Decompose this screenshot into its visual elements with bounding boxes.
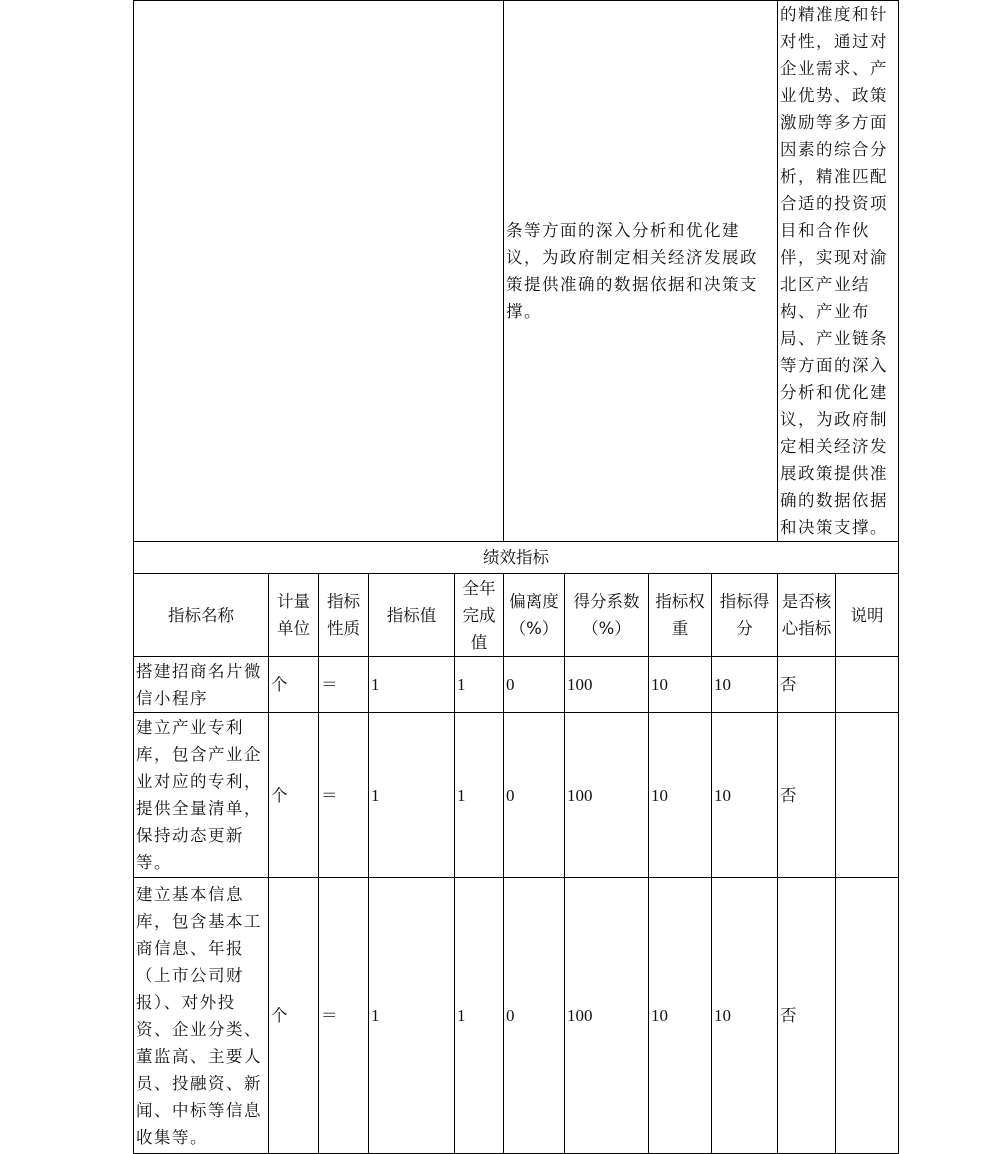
row-score: 10 [712, 878, 778, 1154]
continuation-empty-cell [134, 1, 504, 542]
header-score: 指标得分 [712, 574, 778, 657]
row-deviation: 0 [504, 713, 565, 878]
performance-table [133, 0, 899, 1154]
table-row [134, 878, 899, 1154]
row-weight: 10 [649, 657, 712, 713]
row-value: 1 [369, 713, 455, 878]
row-deviation: 0 [504, 657, 565, 713]
header-core: 是否核心指标 [778, 574, 836, 657]
row-coefficient: 100 [565, 713, 649, 878]
row-note [836, 713, 899, 878]
row-annual: 1 [455, 713, 504, 878]
header-weight: 指标权重 [649, 574, 712, 657]
row-note [836, 878, 899, 1154]
row-unit: 个 [269, 713, 319, 878]
section-title: 绩效指标 [134, 542, 899, 574]
row-name: 建立产业专利库，包含产业企业对应的专利，提供全量清单，保持动态更新等。 [134, 713, 269, 878]
row-annual: 1 [455, 878, 504, 1154]
row-value: 1 [369, 657, 455, 713]
table-row [134, 657, 899, 713]
row-coefficient: 100 [565, 657, 649, 713]
header-coefficient: 得分系数（%） [565, 574, 649, 657]
row-core: 否 [778, 878, 836, 1154]
row-annual: 1 [455, 657, 504, 713]
row-core: 否 [778, 713, 836, 878]
header-row [134, 574, 899, 657]
row-value: 1 [369, 878, 455, 1154]
continuation-cell-b: 的精准度和针对性，通过对企业需求、产业优势、政策激励等多方面因素的综合分析，精准匹配合适的投资项目和合作伙伴，实现对渝北区产业结构、产业布局、产业链条等方面的深入分析和优化建议，为政府制定相关经济发展政策提供准确的数据依据和决策支撑。 [778, 1, 899, 542]
row-unit: 个 [269, 878, 319, 1154]
header-annual: 全年完成值 [455, 574, 504, 657]
row-score: 10 [712, 713, 778, 878]
row-coefficient: 100 [565, 878, 649, 1154]
header-unit: 计量单位 [269, 574, 319, 657]
row-name: 搭建招商名片微信小程序 [134, 657, 269, 713]
row-note [836, 657, 899, 713]
row-name: 建立基本信息库，包含基本工商信息、年报（上市公司财报）、对外投资、企业分类、董监高、主要人员、投融资、新闻、中标等信息收集等。 [134, 878, 269, 1154]
section-title-row [134, 542, 899, 574]
header-name: 指标名称 [134, 574, 269, 657]
row-deviation: 0 [504, 878, 565, 1154]
header-nature: 指标性质 [319, 574, 369, 657]
row-score: 10 [712, 657, 778, 713]
continuation-row [134, 1, 899, 542]
row-nature: ＝ [319, 713, 369, 878]
header-deviation: 偏离度（%） [504, 574, 565, 657]
row-weight: 10 [649, 878, 712, 1154]
row-nature: ＝ [319, 878, 369, 1154]
table-row [134, 713, 899, 878]
continuation-cell-a: 条等方面的深入分析和优化建议，为政府制定相关经济发展政策提供准确的数据依据和决策支撑。 [504, 1, 778, 542]
row-core: 否 [778, 657, 836, 713]
row-weight: 10 [649, 713, 712, 878]
header-value: 指标值 [369, 574, 455, 657]
row-unit: 个 [269, 657, 319, 713]
header-note: 说明 [836, 574, 899, 657]
row-nature: ＝ [319, 657, 369, 713]
